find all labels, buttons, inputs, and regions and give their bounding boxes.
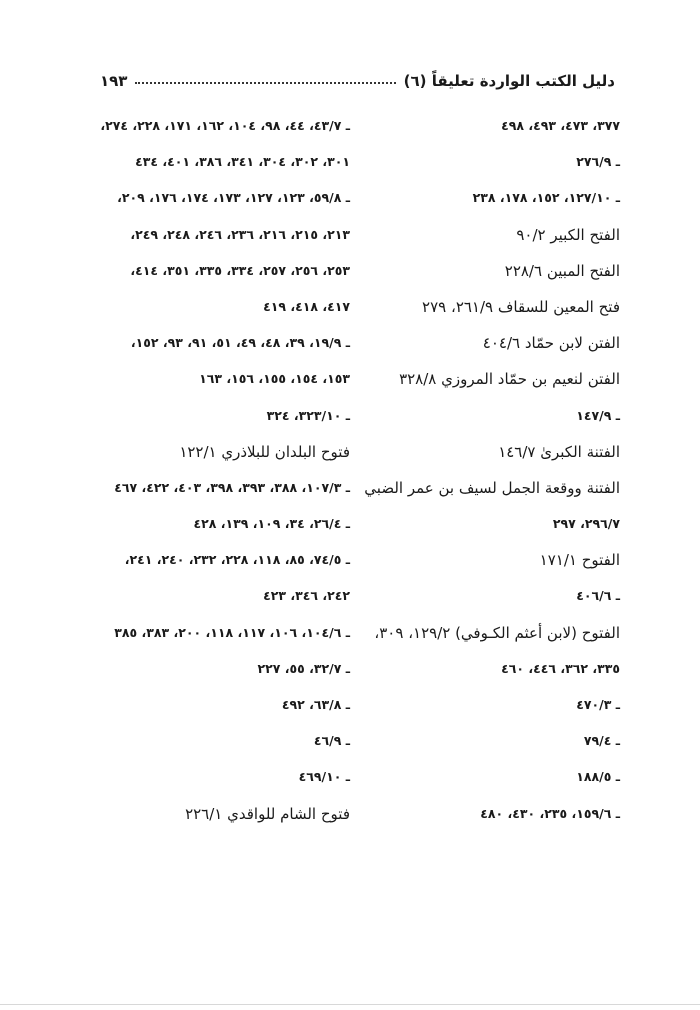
index-entry-reference: ـ ٢٧٦/٩ (576, 154, 620, 170)
index-entry-reference: ـ ٤٦٩/١٠ (298, 769, 350, 785)
index-entry-reference: ـ ٤٦/٩ (313, 733, 350, 749)
page-number: ١٩٣ (100, 72, 128, 90)
index-entry-reference: ١٥٣، ١٥٤، ١٥٥، ١٥٦، ١٦٣ (199, 371, 350, 387)
index-entry-reference: ـ ١٩/٩، ٣٩، ٤٨، ٤٩، ٥١، ٩١، ٩٣، ١٥٢، (130, 335, 350, 351)
index-entry-heading: الفتن لنعيم بن حمّاد المروزي ٣٢٨/٨ (399, 370, 620, 389)
index-entry-reference: ـ ٢٦/٤، ٣٤، ١٠٩، ١٣٩، ٤٢٨ (193, 516, 350, 532)
index-entry-reference: ٢٥٣، ٢٥٦، ٢٥٧، ٣٣٤، ٣٣٥، ٣٥١، ٤١٤، (130, 262, 350, 278)
index-entry-reference: ـ ٥٩/٨، ١٢٣، ١٢٧، ١٧٣، ١٧٤، ١٧٦، ٢٠٩، (117, 190, 350, 206)
bottom-rule (0, 1004, 700, 1005)
index-entry-heading: فتوح البلدان للبلاذري ١٢٢/١ (179, 442, 350, 461)
index-entry-heading: الفتنة الكبرىٰ ١٤٦/٧ (498, 442, 620, 461)
index-entry-reference: ـ ٤٧٠/٣ (576, 697, 620, 712)
index-entry-reference: ٢٤٢، ٣٤٦، ٤٢٣ (263, 588, 350, 604)
index-entry-heading: فتوح الشام للواقدي ٢٢٦/١ (185, 804, 350, 823)
index-entry-reference: ـ ١٠٤/٦، ١٠٦، ١١٧، ١١٨، ٢٠٠، ٣٨٣، ٣٨٥ (114, 624, 350, 640)
index-entry-reference: ـ ١٠٧/٣، ٣٨٨، ٣٩٣، ٣٩٨، ٤٠٣، ٤٢٢، ٤٦٧ (114, 479, 350, 495)
index-entry-heading: الفتوح ١٧١/١ (539, 551, 620, 570)
index-entry-reference: ـ ١٥٩/٦، ٢٣٥، ٤٣٠، ٤٨٠ (480, 805, 620, 821)
index-entry-reference: ـ ١٤٧/٩ (576, 407, 620, 423)
index-entry-reference: ـ ٣٢/٧، ٥٥، ٢٢٧ (257, 660, 350, 676)
index-entry-reference: ـ ٧٤/٥، ٨٥، ١١٨، ٢٢٨، ٢٣٢، ٢٤٠، ٢٤١، (124, 552, 350, 568)
index-entry-reference: ـ ٣٢٣/١٠، ٣٢٤ (266, 407, 350, 423)
index-entry-heading: الفتنة ووقعة الجمل لسيف بن عمر الضبي (364, 478, 620, 497)
index-entry-reference: ـ ٤٣/٧، ٤٤، ٩٨، ١٠٤، ١٦٢، ١٧١، ٢٢٨، ٢٧٤، (100, 118, 350, 133)
index-entry-reference: ـ ١٨٨/٥ (576, 769, 620, 785)
index-entry-reference: ٣٧٧، ٤٧٣، ٤٩٣، ٤٩٨ (501, 118, 620, 133)
index-entry-heading: الفتن لابن حمّاد ٤٠٤/٦ (482, 334, 620, 353)
index-entry-heading: الفتوح (لابن أعثم الكـوفي) ١٢٩/٢، ٣٠٩، (374, 623, 620, 642)
running-header (100, 60, 615, 90)
index-entry-reference: ٢٩٦/٧، ٢٩٧ (552, 516, 620, 532)
index-entry-heading: الفتح الكبير ٩٠/٢ (516, 225, 620, 244)
index-entry-heading: الفتح المبين ٢٢٨/٦ (504, 261, 620, 280)
header-title: دليل الكتب الواردة تعليقاً (٦) (403, 72, 615, 90)
header-dot-leader (135, 82, 395, 84)
index-entry-reference: ـ ١٢٧/١٠، ١٥٢، ١٧٨، ٢٣٨ (472, 190, 620, 206)
index-entry-reference: ٣٠١، ٣٠٢، ٣٠٤، ٣٤١، ٣٨٦، ٤٠١، ٤٣٤ (135, 154, 350, 170)
index-entry-reference: ـ ٧٩/٤ (583, 733, 620, 749)
index-entry-reference: ـ ٦٣/٨، ٤٩٢ (281, 697, 350, 712)
index-entry-reference: ٣٣٥، ٣٦٢، ٤٤٦، ٤٦٠ (501, 660, 620, 676)
index-entry-reference: ـ ٤٠٦/٦ (576, 588, 620, 604)
index-entry-reference: ٢١٣، ٢١٥، ٢١٦، ٢٣٦، ٢٤٦، ٢٤٨، ٢٤٩، (130, 226, 350, 242)
index-column-right (364, 108, 620, 832)
index-column-left (100, 108, 350, 832)
index-entry-heading: فتح المعين للسقاف ٢٦١/٩، ٢٧٩ (422, 297, 620, 316)
index-entry-reference: ٤١٧، ٤١٨، ٤١٩ (263, 298, 350, 314)
